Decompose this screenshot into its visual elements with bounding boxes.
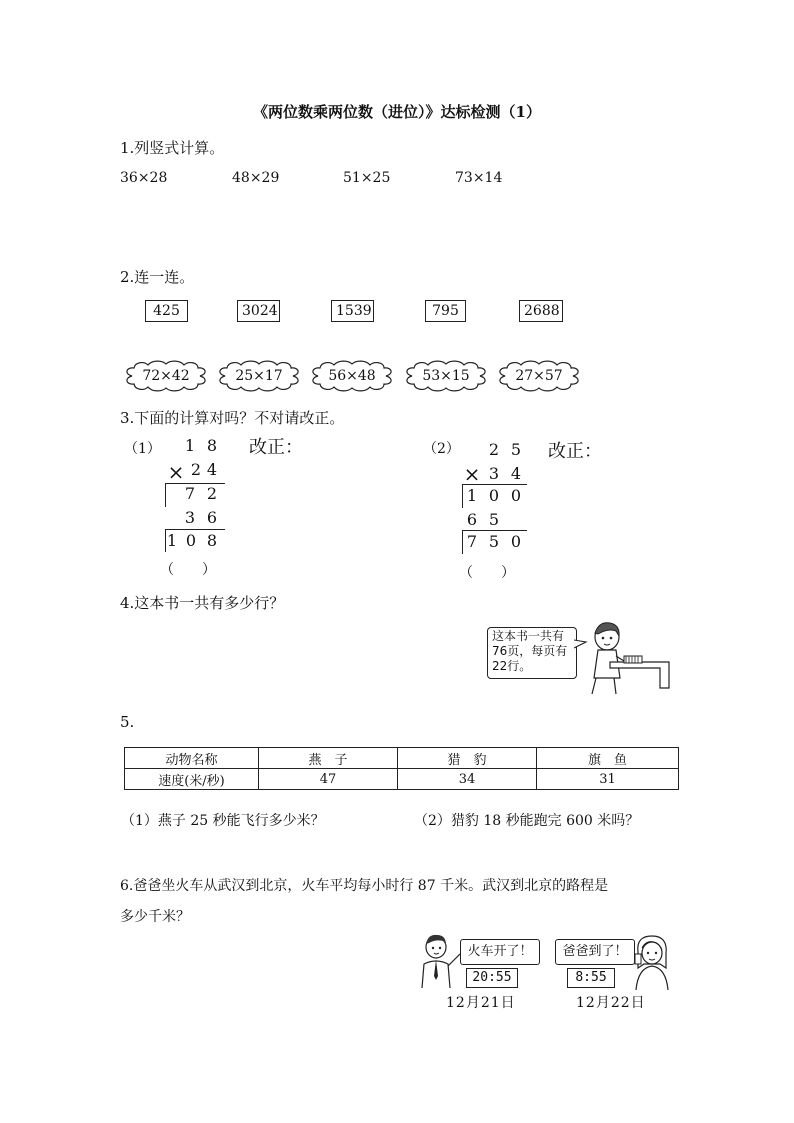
expression-1: 36×28 (120, 170, 168, 186)
cloud-label: 25×17 (235, 368, 283, 384)
digit: 5 (488, 510, 500, 529)
cloud-label: 72×42 (142, 368, 190, 384)
digit: 3 (184, 508, 196, 527)
date-right: 12月22日 (576, 995, 646, 1011)
calc-rule (462, 530, 527, 531)
animal-speed-table (124, 747, 679, 790)
correction-label: 改正： (548, 441, 602, 462)
question-2-heading: 2.连一连。 (120, 268, 195, 286)
table-cell: 猎 豹 (398, 748, 537, 769)
expression-4: 73×14 (455, 170, 503, 186)
number-box-1[interactable]: 425 (145, 300, 188, 322)
sub-label-2: （2） (423, 441, 460, 457)
question-5-sub-2: （2）猎豹 18 秒能跑完 600 米吗？ (414, 813, 640, 829)
digit: 5 (488, 532, 500, 551)
digit: 0 (488, 486, 500, 505)
bubble-line: 76页，每页有 (492, 644, 568, 658)
table-row (125, 769, 679, 790)
answer-parens[interactable]: （ ） (160, 562, 216, 578)
question-3-heading: 3.下面的计算对吗？不对请改正。 (120, 409, 345, 427)
sub-label-1: （1） (124, 441, 161, 457)
digit: 2 (488, 440, 500, 459)
cloud-expression-2[interactable] (215, 359, 303, 393)
cloud-label: 56×48 (328, 368, 376, 384)
digit: 8 (206, 531, 218, 550)
cloud-label: 53×15 (422, 368, 470, 384)
calc-vline (165, 483, 166, 507)
question-5-sub-1: （1）燕子 25 秒能飞行多少米？ (121, 813, 325, 829)
digit: 1 (166, 531, 178, 550)
table-header-row (125, 748, 679, 769)
digit: 2 (190, 460, 202, 479)
table-cell: 旗 鱼 (537, 748, 679, 769)
number-box-3[interactable]: 1539 (331, 300, 374, 322)
calc-rule (462, 484, 527, 485)
cloud-expression-5[interactable] (495, 359, 583, 393)
girl-on-phone-illustration-icon (632, 934, 674, 992)
expression-3: 51×25 (343, 170, 391, 186)
cloud-expression-1[interactable] (122, 359, 210, 393)
bubble-line: 这本书一共有 (492, 629, 565, 643)
bubble-line: 22行。 (492, 659, 532, 673)
digit: 4 (206, 460, 218, 479)
question-6-line-2: 多少千米？ (120, 909, 190, 925)
clock-right: 8:55 (567, 968, 615, 988)
digit: 6 (466, 510, 478, 529)
digit: 0 (510, 532, 522, 551)
digit: 1 (466, 486, 478, 505)
table-cell: 燕 子 (259, 748, 398, 769)
answer-parens[interactable]: （ ） (459, 565, 515, 581)
digit: 2 (206, 484, 218, 503)
speech-bubble-right: 爸爸到了！ (555, 939, 635, 965)
digit: 7 (184, 484, 196, 503)
speech-bubble (487, 627, 577, 679)
table-cell: 31 (537, 769, 679, 790)
girl-reading-illustration-icon (574, 618, 674, 698)
table-cell: 34 (398, 769, 537, 790)
number-box-4[interactable]: 795 (425, 300, 466, 322)
number-box-5[interactable]: 2688 (519, 300, 563, 322)
question-1-heading: 1.列竖式计算。 (120, 139, 225, 157)
father-illustration-icon (418, 932, 464, 990)
question-5-heading: 5. (120, 713, 135, 731)
calc-rule (165, 529, 225, 530)
digit: 4 (510, 464, 522, 483)
speech-bubble-left: 火车开了！ (460, 939, 540, 965)
digit: 0 (185, 531, 197, 550)
table-cell: 动物名称 (125, 748, 259, 769)
number-box-2[interactable]: 3024 (237, 300, 280, 322)
digit: 3 (488, 464, 500, 483)
cloud-expression-4[interactable] (402, 359, 490, 393)
page-title: 《两位数乘两位数（进位）》达标检测（1） (253, 103, 541, 121)
digit: 0 (510, 486, 522, 505)
digit: 7 (466, 532, 478, 551)
question-4-heading: 4.这本书一共有多少行？ (120, 594, 285, 612)
date-left: 12月21日 (446, 995, 516, 1011)
digit: 5 (510, 440, 522, 459)
times-sign: × (167, 460, 185, 484)
cloud-expression-3[interactable] (308, 359, 396, 393)
expression-2: 48×29 (232, 170, 280, 186)
digit: 6 (206, 508, 218, 527)
cloud-label: 27×57 (515, 368, 563, 384)
times-sign: × (463, 462, 481, 486)
question-6-line-1: 6.爸爸坐火车从武汉到北京，火车平均每小时行 87 千米。武汉到北京的路程是 (120, 878, 609, 894)
digit: 8 (206, 436, 218, 455)
table-cell: 速度(米/秒) (125, 769, 259, 790)
clock-left: 20:55 (466, 968, 518, 988)
table-cell: 47 (259, 769, 398, 790)
digit: 1 (184, 436, 196, 455)
correction-label: 改正： (249, 437, 303, 458)
